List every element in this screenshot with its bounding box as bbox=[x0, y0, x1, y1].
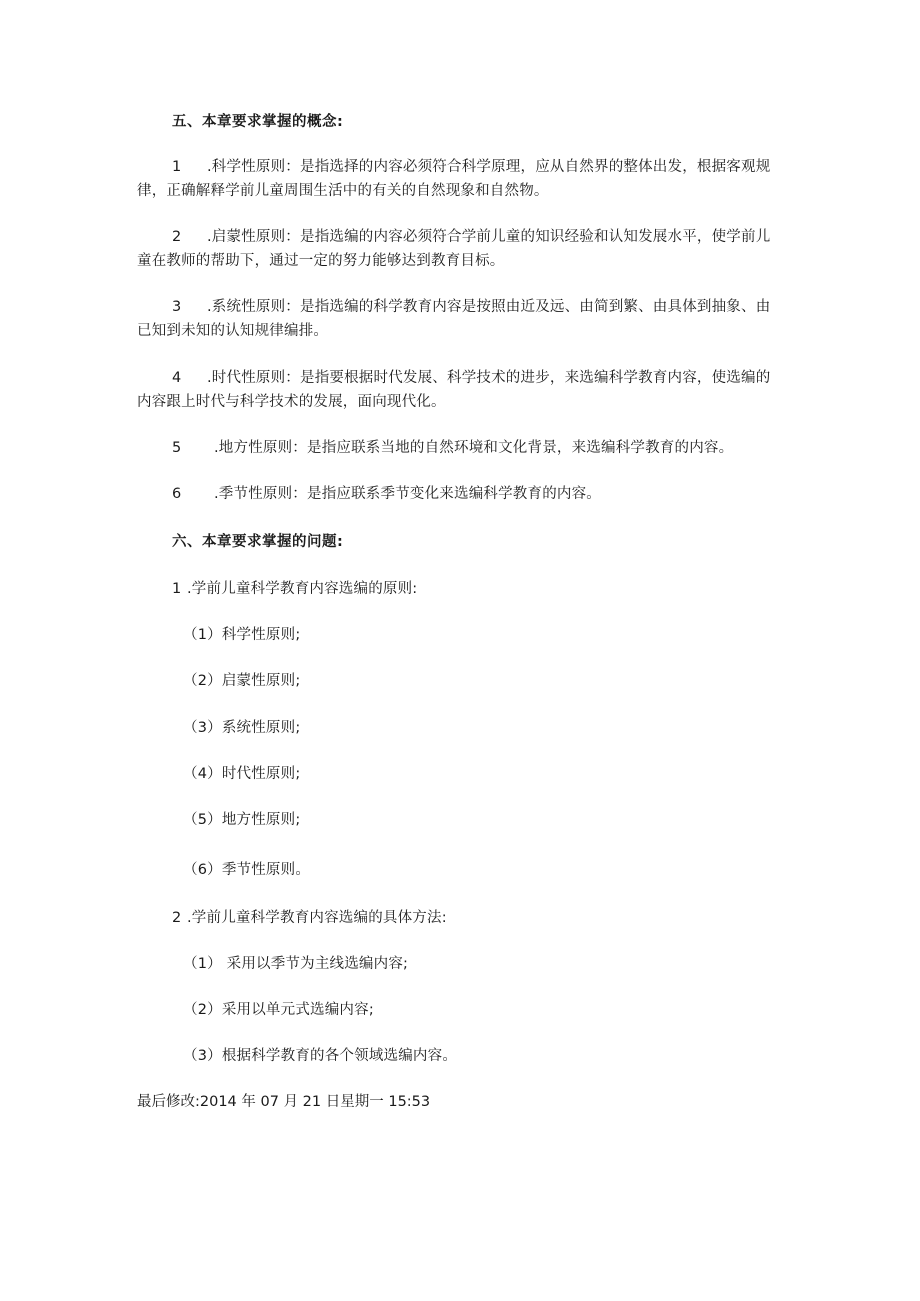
concept-item-1-line2: 律，正确解释学前儿童周围生活中的有关的自然现象和自然物。 bbox=[137, 183, 549, 199]
concept-item-2-number: 2 bbox=[172, 229, 182, 245]
concept-item-4-line1: .时代性原则：是指要根据时代发展、科学技术的进步，来选编科学教育内容，使选编的 bbox=[207, 370, 771, 386]
concept-item-5 bbox=[137, 436, 783, 460]
question-2-text: .学前儿童科学教育内容选编的具体方法: bbox=[187, 910, 447, 926]
section-6-heading: 六、本章要求掌握的问题: bbox=[172, 534, 344, 550]
concept-item-6-number: 6 bbox=[172, 486, 182, 502]
principle-1: （1）科学性原则; bbox=[183, 627, 301, 643]
concept-item-6-line1: .季节性原则：是指应联系季节变化来选编科学教育的内容。 bbox=[214, 486, 602, 502]
concept-item-2-line1: .启蒙性原则：是指选编的内容必须符合学前儿童的知识经验和认知发展水平，使学前儿 bbox=[207, 229, 771, 245]
concept-item-4 bbox=[137, 366, 783, 414]
method-1: （1） 采用以季节为主线选编内容; bbox=[183, 956, 409, 972]
last-modified: 最后修改:2014 年 07 月 21 日星期一 15:53 bbox=[137, 1094, 431, 1110]
concept-item-1-number: 1 bbox=[172, 159, 182, 175]
section-5-heading: 五、本章要求掌握的概念: bbox=[172, 114, 344, 130]
question-2 bbox=[137, 906, 447, 927]
concept-item-5-line1: .地方性原则：是指应联系当地的自然环境和文化背景，来选编科学教育的内容。 bbox=[214, 440, 734, 456]
question-2-number: 2 bbox=[172, 910, 182, 926]
concept-item-4-number: 4 bbox=[172, 370, 182, 386]
concept-item-3-line1: .系统性原则：是指选编的科学教育内容是按照由近及远、由简到繁、由具体到抽象、由 bbox=[207, 299, 771, 315]
question-1-number: 1 bbox=[172, 581, 182, 597]
question-1-text: .学前儿童科学教育内容选编的原则: bbox=[187, 581, 418, 597]
principle-6: （6）季节性原则。 bbox=[183, 862, 311, 878]
concept-item-1-line1: .科学性原则：是指选择的内容必须符合科学原理，应从自然界的整体出发，根据客观规 bbox=[207, 159, 771, 175]
principle-2: （2）启蒙性原则; bbox=[183, 673, 301, 689]
principle-4: （4）时代性原则; bbox=[183, 766, 301, 782]
principle-5: （5）地方性原则; bbox=[183, 812, 301, 828]
method-2: （2）采用以单元式选编内容; bbox=[183, 1002, 374, 1018]
concept-item-6 bbox=[137, 482, 783, 506]
concept-item-5-number: 5 bbox=[172, 440, 182, 456]
concept-item-3 bbox=[137, 295, 783, 343]
method-3: （3）根据科学教育的各个领域选编内容。 bbox=[183, 1048, 458, 1064]
concept-item-3-line2: 已知到未知的认知规律编排。 bbox=[137, 323, 329, 339]
principle-3: （3）系统性原则; bbox=[183, 720, 301, 736]
concept-item-1 bbox=[137, 155, 783, 203]
concept-item-4-line2: 内容跟上时代与科学技术的发展，面向现代化。 bbox=[137, 394, 446, 410]
concept-item-2 bbox=[137, 225, 783, 273]
concept-item-3-number: 3 bbox=[172, 299, 182, 315]
concept-item-2-line2: 童在教师的帮助下，通过一定的努力能够达到教育目标。 bbox=[137, 253, 505, 269]
question-1 bbox=[137, 577, 417, 598]
